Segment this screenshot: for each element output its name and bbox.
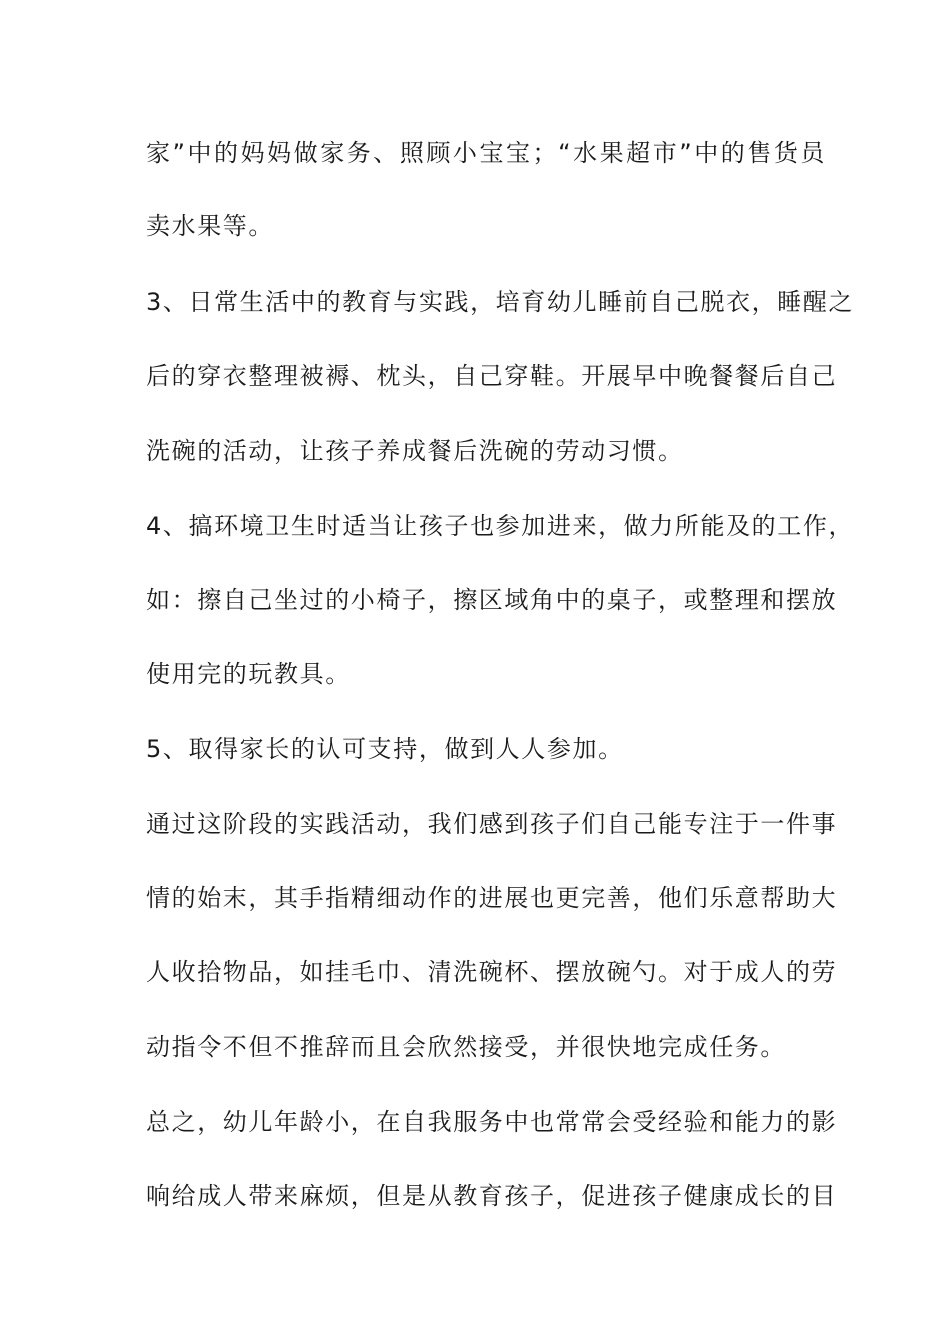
text-line: 人收拾物品，如挂毛巾、清洗碗杯、摆放碗勺。对于成人的劳: [146, 958, 838, 986]
text-line: 后的穿衣整理被褥、枕头，自己穿鞋。开展早中晚餐餐后自己: [146, 362, 838, 390]
text-line: 使用完的玩教具。: [146, 660, 351, 688]
text-line: 情的始末，其手指精细动作的进展也更完善，他们乐意帮助大: [146, 884, 838, 912]
text-line: 洗碗的活动，让孩子养成餐后洗碗的劳动习惯。: [146, 437, 684, 465]
text-line: 4、搞环境卫生时适当让孩子也参加进来，做力所能及的工作，: [146, 512, 855, 540]
text-line: 通过这阶段的实践活动，我们感到孩子们自己能专注于一件事: [146, 810, 838, 838]
text-line: 5、取得家长的认可支持，做到人人参加。: [146, 735, 624, 763]
text-line: 响给成人带来麻烦，但是从教育孩子，促进孩子健康成长的目: [146, 1182, 838, 1210]
text-line: 如：擦自己坐过的小椅子，擦区域角中的桌子，或整理和摆放: [146, 586, 838, 614]
text-line: 卖水果等。: [146, 212, 274, 240]
text-line: 3、日常生活中的教育与实践，培育幼儿睡前自己脱衣，睡醒之: [146, 288, 855, 316]
text-line: 动指令不但不推辞而且会欣然接受，并很快地完成任务。: [146, 1033, 786, 1061]
text-line: 家”中的妈妈做家务、照顾小宝宝；“水果超市”中的售货员: [146, 139, 826, 167]
text-line: 总之，幼儿年龄小，在自我服务中也常常会受经验和能力的影: [146, 1108, 838, 1136]
